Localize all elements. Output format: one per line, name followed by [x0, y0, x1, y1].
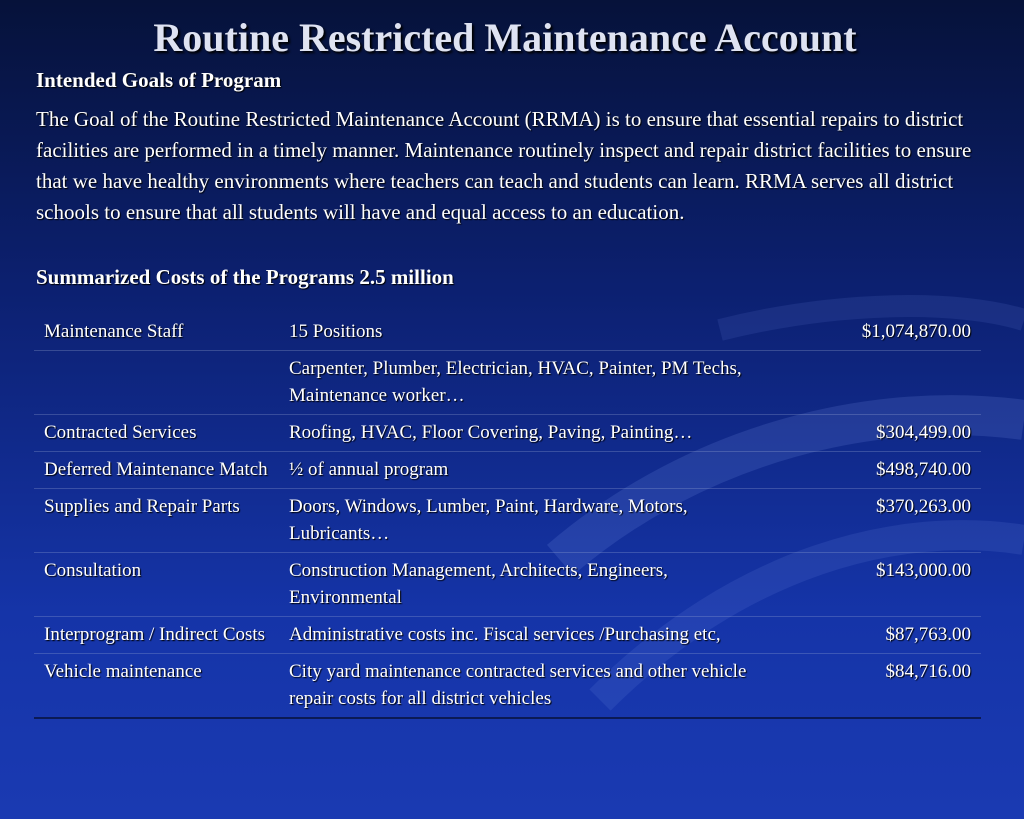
- cost-amount: $498,740.00: [876, 459, 971, 480]
- table-row: [34, 489, 981, 553]
- table-row: [34, 351, 981, 415]
- cost-description: ½ of annual program: [289, 459, 449, 480]
- cost-amount: $143,000.00: [876, 560, 971, 581]
- cost-description: Roofing, HVAC, Floor Covering, Paving, Painting…: [289, 422, 693, 443]
- slide-title: Routine Restricted Maintenance Account: [153, 15, 857, 60]
- cost-description: Administrative costs inc. Fiscal services /Purchasing etc,: [289, 624, 721, 645]
- costs-heading: Summarized Costs of the Programs 2.5 million: [36, 265, 454, 289]
- cost-amount: $1,074,870.00: [861, 321, 971, 342]
- cost-category: [34, 351, 279, 415]
- table-row: [34, 553, 981, 617]
- costs-table: [34, 314, 981, 719]
- cost-category: Vehicle maintenance: [44, 661, 202, 682]
- cost-amount: $87,763.00: [885, 624, 971, 645]
- table-row: [34, 314, 981, 351]
- table-row: [34, 452, 981, 489]
- cost-description: Construction Management, Architects, Engineers, Environmental: [289, 560, 668, 608]
- goals-paragraph: The Goal of the Routine Restricted Maintenance Account (RRMA) is to ensure that essential repairs to district facilities are performed in a timely manner. Maintenance routinely inspect and repair district facilities to ensure that we have healthy environments where teachers can teach and students can learn. RRMA serves all district schools to ensure that all students will have and equal access to an education.: [36, 107, 972, 224]
- cost-amount: $370,263.00: [876, 496, 971, 517]
- cost-description: 15 Positions: [289, 321, 383, 342]
- cost-category: Deferred Maintenance Match: [44, 459, 268, 480]
- cost-category: Contracted Services: [44, 422, 197, 443]
- cost-description: Doors, Windows, Lumber, Paint, Hardware, Motors, Lubricants…: [289, 496, 688, 544]
- cost-category: Interprogram / Indirect Costs: [44, 624, 266, 645]
- cost-amount: $304,499.00: [876, 422, 971, 443]
- table-row: [34, 415, 981, 452]
- cost-description: Carpenter, Plumber, Electrician, HVAC, Painter, PM Techs, Maintenance worker…: [289, 358, 742, 406]
- cost-category: Supplies and Repair Parts: [44, 496, 240, 517]
- cost-category: Consultation: [44, 560, 142, 581]
- cost-amount: $84,716.00: [885, 661, 971, 682]
- table-row: [34, 654, 981, 719]
- cost-description: City yard maintenance contracted services and other vehicle repair costs for all district vehicles: [289, 661, 747, 709]
- cost-category: Maintenance Staff: [44, 321, 184, 342]
- goals-heading: Intended Goals of Program: [36, 68, 282, 92]
- cost-amount: [789, 351, 981, 415]
- table-row: [34, 617, 981, 654]
